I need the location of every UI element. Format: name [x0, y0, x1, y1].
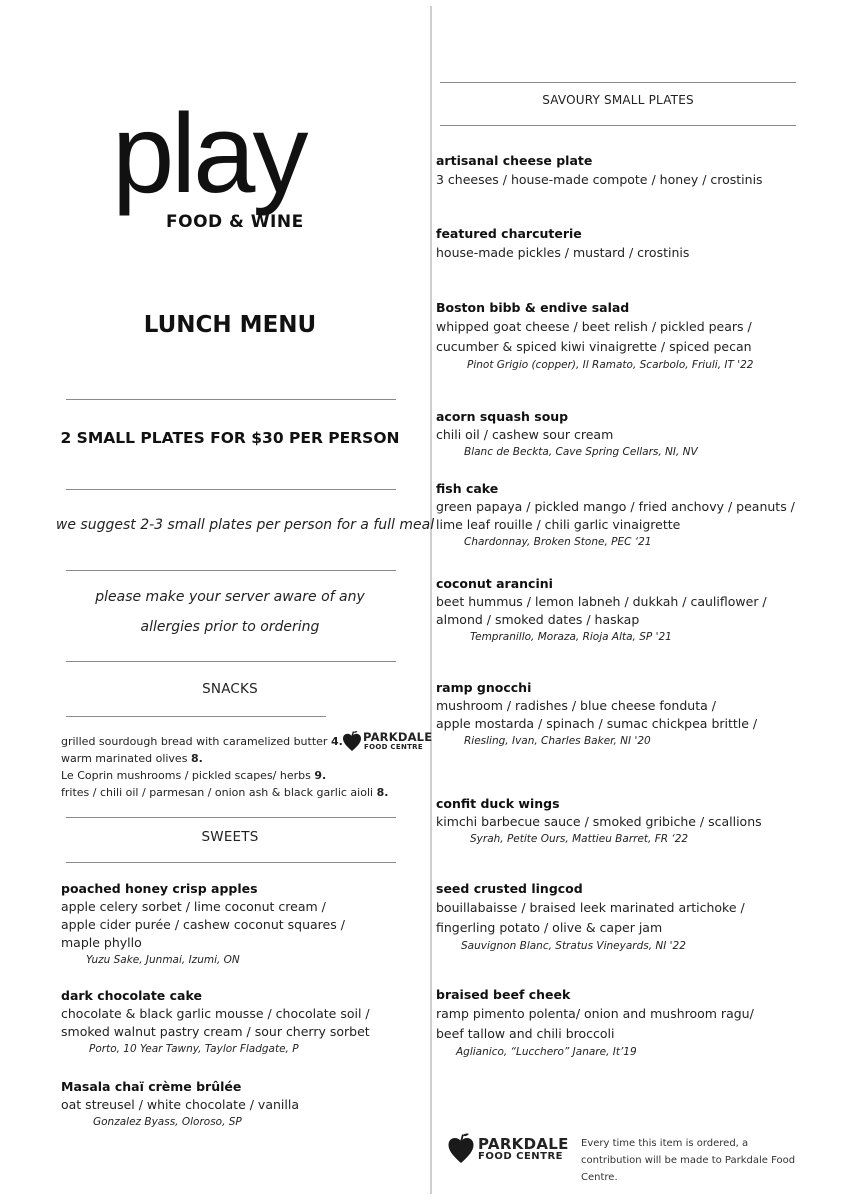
savoury-heading: SAVOURY SMALL PLATES [542, 93, 694, 107]
portion-suggestion: we suggest 2-3 small plates per person for a full meal [55, 517, 435, 533]
snack-price: 9. [314, 769, 327, 782]
sweet-item [61, 880, 345, 968]
item-name: poached honey crisp apples [61, 881, 258, 896]
savoury-item [436, 880, 745, 954]
snack-name: warm marinated olives [61, 752, 191, 765]
logo-wordmark: play [112, 91, 306, 216]
logo-subtitle: FOOD & WINE [166, 212, 304, 232]
divider [66, 716, 326, 717]
snack-price: 8. [376, 786, 389, 799]
item-description: whipped goat cheese / beet relish / pickled pears / [436, 319, 752, 334]
item-description: apple mostarda / spinach / sumac chickpea brittle / [436, 716, 758, 731]
item-name: ramp gnocchi [436, 680, 532, 695]
savoury-item [436, 795, 762, 847]
item-name: coconut arancini [436, 576, 553, 591]
divider [66, 817, 396, 818]
divider [66, 661, 396, 662]
item-description: bouillabaisse / braised leek marinated artichoke / [436, 900, 745, 915]
divider [440, 125, 796, 126]
item-description: kimchi barbecue sauce / smoked gribiche / scallions [436, 814, 762, 829]
sweets-heading: SWEETS [201, 829, 259, 845]
savoury-item [436, 225, 689, 263]
badge-line2: FOOD CENTRE [364, 743, 423, 751]
snack-item [61, 767, 361, 784]
parkdale-food-centre-badge [342, 730, 432, 754]
item-name: confit duck wings [436, 796, 560, 811]
savoury-item [436, 480, 795, 550]
item-description: apple celery sorbet / lime coconut cream / [61, 899, 326, 914]
snacks-list [61, 733, 389, 801]
snack-item [61, 784, 389, 801]
savoury-item [436, 986, 754, 1060]
item-description: maple phyllo [61, 935, 142, 950]
wine-pairing: Syrah, Petite Ours, Mattieu Barret, FR ‘22 [470, 833, 689, 845]
savoury-item [436, 575, 767, 645]
page-title: LUNCH MENU [143, 312, 317, 338]
sweet-item [61, 1078, 299, 1130]
snack-price: 4. [330, 735, 343, 748]
snack-name: grilled sourdough bread with caramelized butter [61, 735, 331, 748]
divider [440, 82, 796, 83]
wine-pairing: Riesling, Ivan, Charles Baker, NI '20 [464, 735, 651, 747]
allergy-notice-line1: please make your server aware of any [95, 589, 365, 605]
contribution-note: Every time this item is ordered, a contribution will be made to Parkdale Food Centre. [581, 1138, 796, 1183]
divider [66, 489, 396, 490]
item-name: Boston bibb & endive salad [436, 300, 630, 315]
item-description: ramp pimento polenta/ onion and mushroom ragu/ [436, 1006, 754, 1021]
item-description: green papaya / pickled mango / fried anchovy / peanuts / [436, 499, 795, 514]
snack-item [61, 750, 361, 767]
item-description: 3 cheeses / house-made compote / honey / crostinis [436, 172, 763, 187]
item-description: fingerling potato / olive & caper jam [436, 920, 663, 935]
wine-pairing: Gonzalez Byass, Oloroso, SP [93, 1116, 242, 1128]
savoury-item [436, 299, 753, 373]
item-description: apple cider purée / cashew coconut squares / [61, 917, 345, 932]
item-description: beet hummus / lemon labneh / dukkah / cauliflower / [436, 594, 767, 609]
item-name: dark chocolate cake [61, 988, 202, 1003]
wine-pairing: Chardonnay, Broken Stone, PEC ‘21 [464, 536, 652, 548]
item-name: Masala chaï crème brûlée [61, 1079, 242, 1094]
parkdale-food-centre-footer [447, 1132, 807, 1183]
footer-badge-line2: FOOD CENTRE [478, 1151, 564, 1162]
item-name: fish cake [436, 481, 499, 496]
wine-pairing: Tempranillo, Moraza, Rioja Alta, SP '21 [470, 631, 672, 643]
item-name: featured charcuterie [436, 226, 582, 241]
divider [66, 570, 396, 571]
column-divider [430, 6, 432, 1194]
snack-name: Le Coprin mushrooms / pickled scapes/ herbs [61, 769, 315, 782]
item-name: acorn squash soup [436, 409, 569, 424]
item-name: seed crusted lingcod [436, 881, 583, 896]
item-name: artisanal cheese plate [436, 153, 593, 168]
savoury-item [436, 679, 757, 749]
snacks-heading: SNACKS [202, 681, 258, 697]
allergy-notice-line2: allergies prior to ordering [140, 619, 320, 635]
footer-badge-line1: PARKDALE [478, 1135, 569, 1153]
snack-item [61, 733, 361, 750]
wine-pairing: Aglianico, “Lucchero” Janare, It’19 [456, 1046, 637, 1058]
item-description: oat streusel / white chocolate / vanilla [61, 1097, 299, 1112]
wine-pairing: Pinot Grigio (copper), Il Ramato, Scarbolo, Friuli, IT '22 [467, 359, 754, 371]
play-logo [112, 91, 362, 242]
item-description: cucumber & spiced kiwi vinaigrette / spiced pecan [436, 339, 752, 354]
item-description: house-made pickles / mustard / crostinis [436, 245, 690, 260]
item-description: smoked walnut pastry cream / sour cherry sorbet [61, 1024, 370, 1039]
heart-apple-icon [342, 730, 362, 752]
wine-pairing: Sauvignon Blanc, Stratus Vineyards, NI '22 [461, 940, 686, 952]
snack-price: 8. [190, 752, 203, 765]
sweet-item [61, 987, 370, 1057]
savoury-item [436, 152, 763, 190]
heart-apple-icon [447, 1132, 475, 1164]
wine-pairing: Yuzu Sake, Junmai, Izumi, ON [86, 954, 240, 966]
price-offer: 2 SMALL PLATES FOR $30 PER PERSON [60, 429, 400, 447]
item-description: chocolate & black garlic mousse / chocolate soil / [61, 1006, 370, 1021]
item-description: lime leaf rouille / chili garlic vinaigrette [436, 517, 681, 532]
wine-pairing: Blanc de Beckta, Cave Spring Cellars, NI, NV [464, 446, 698, 458]
item-description: mushroom / radishes / blue cheese fonduta / [436, 698, 716, 713]
item-name: braised beef cheek [436, 987, 571, 1002]
wine-pairing: Porto, 10 Year Tawny, Taylor Fladgate, P [89, 1043, 299, 1055]
item-description: chili oil / cashew sour cream [436, 427, 614, 442]
savoury-item [436, 408, 698, 460]
badge-line1: PARKDALE [363, 730, 433, 744]
divider [66, 862, 396, 863]
divider [66, 399, 396, 400]
snack-name: frites / chili oil / parmesan / onion ash & black garlic aioli [61, 786, 377, 799]
item-description: almond / smoked dates / haskap [436, 612, 640, 627]
item-description: beef tallow and chili broccoli [436, 1026, 615, 1041]
